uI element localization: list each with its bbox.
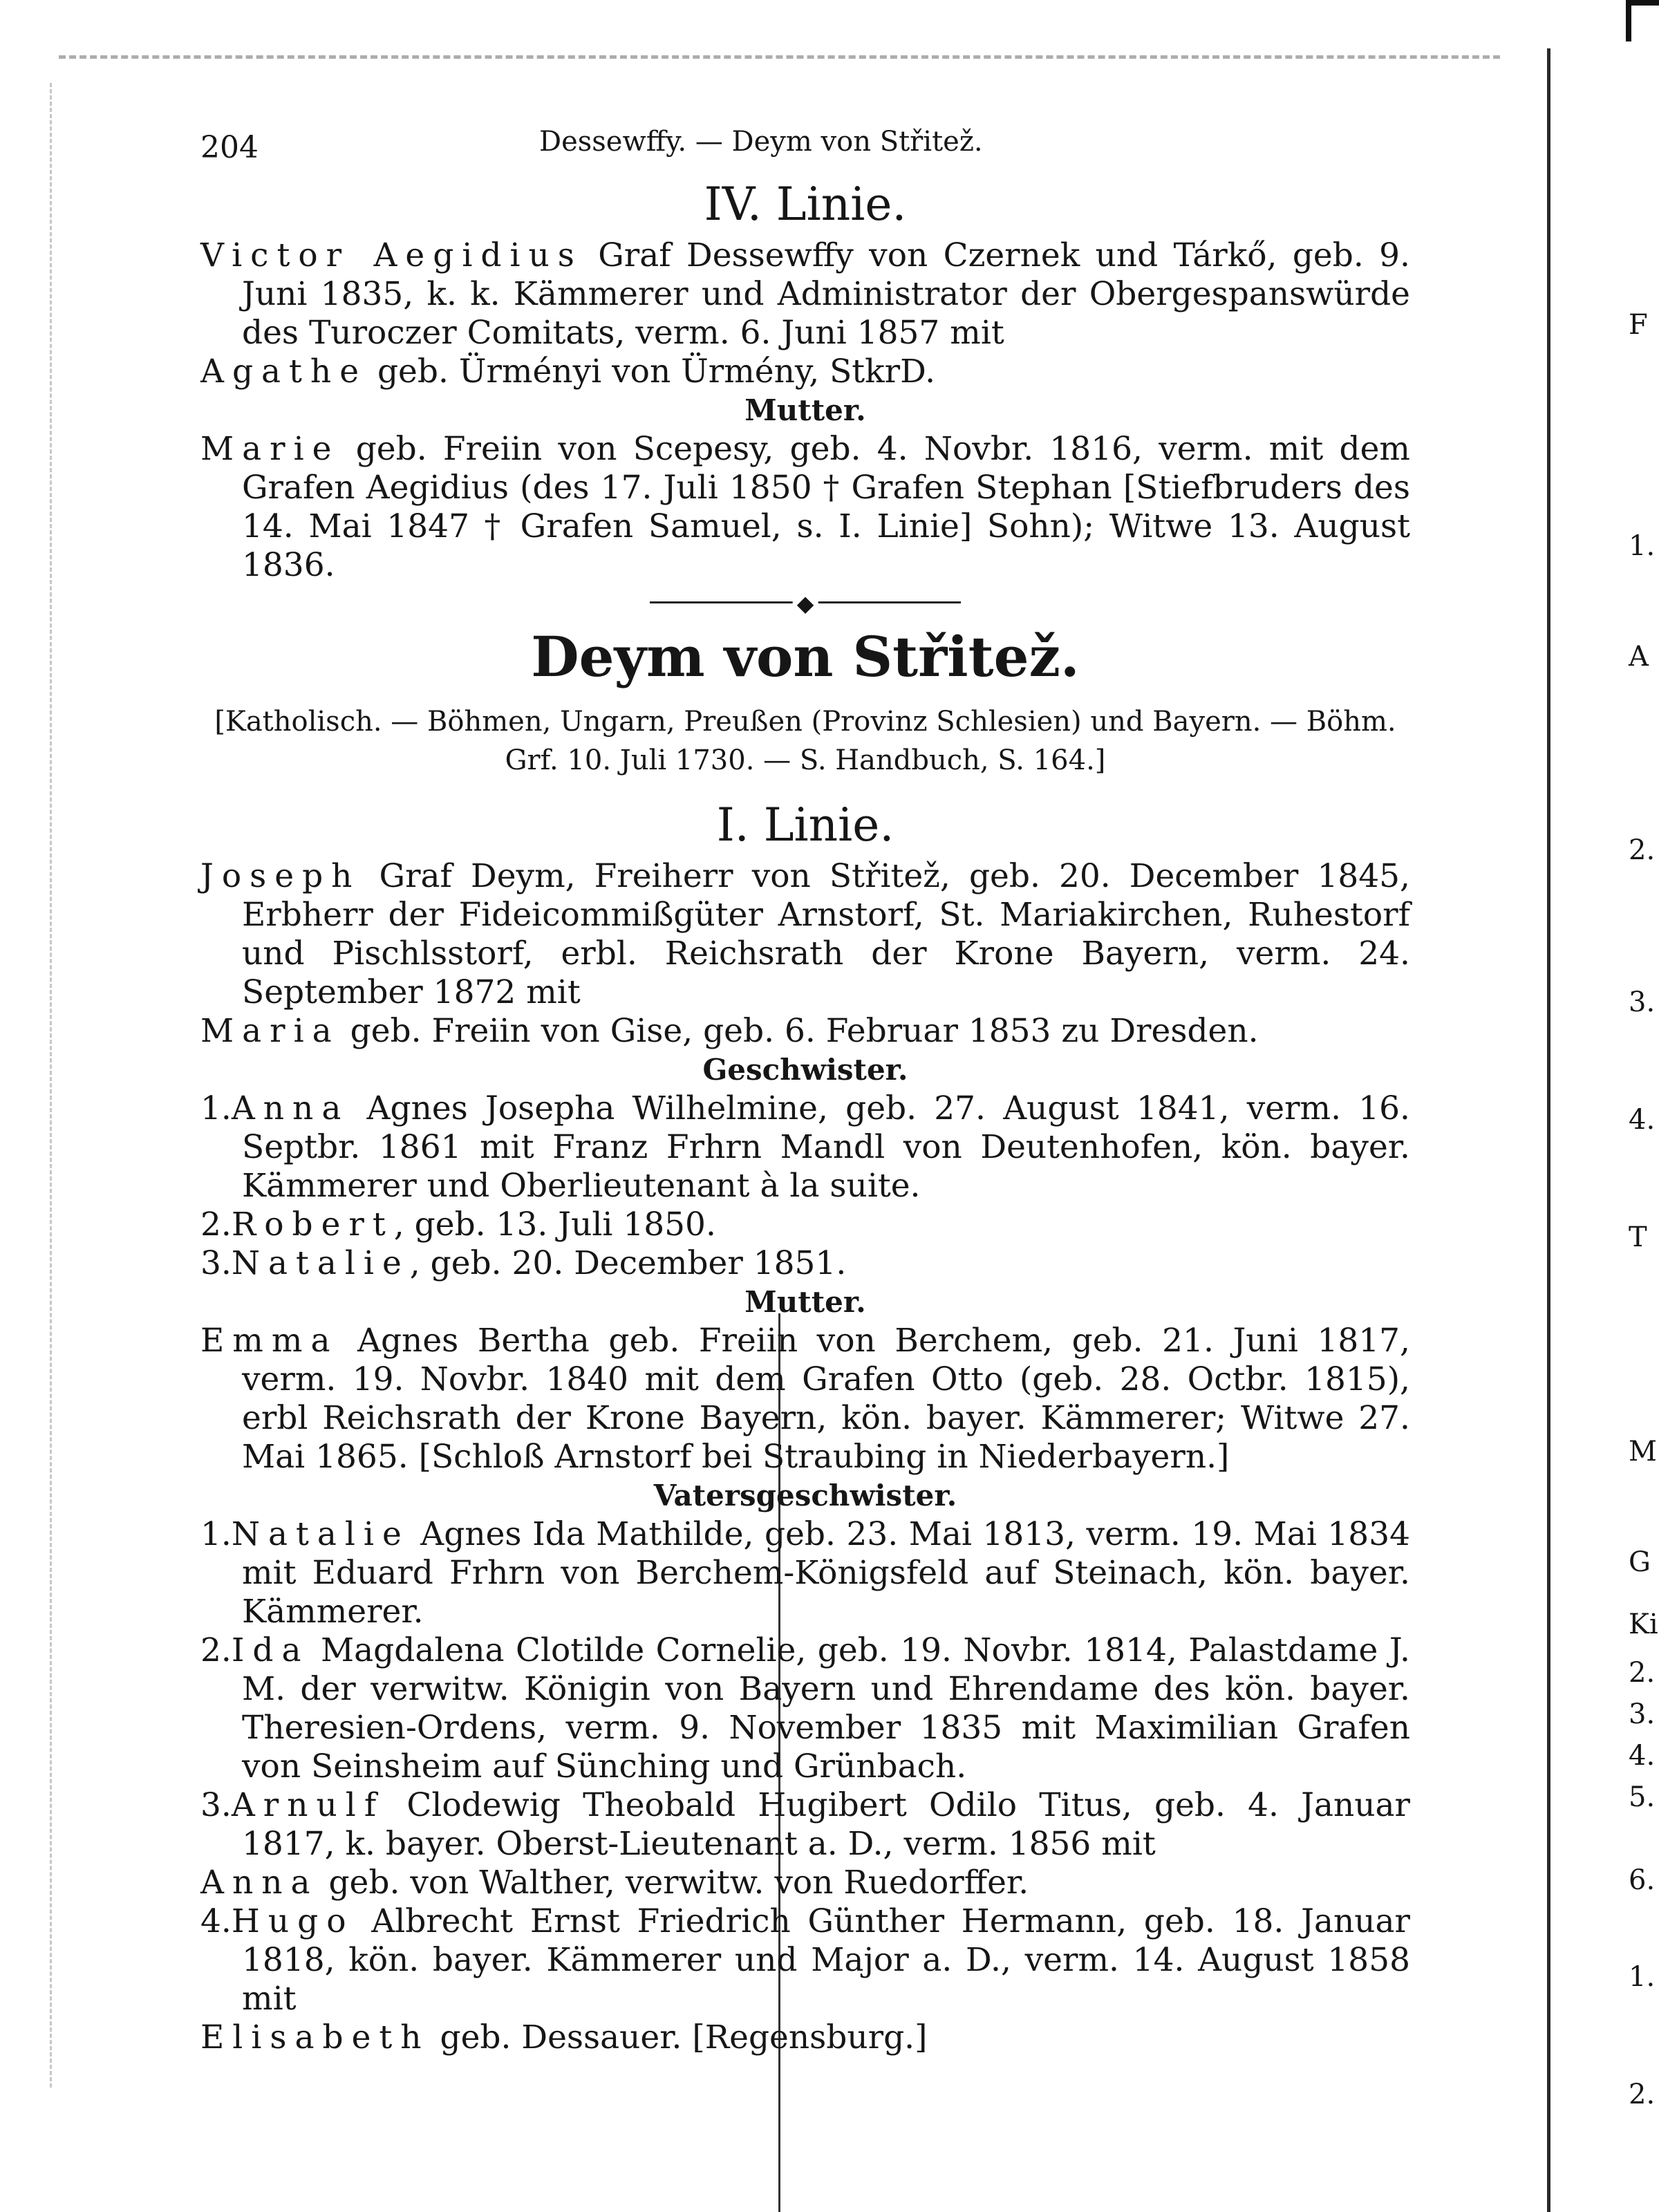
item-number: 1. [200, 1089, 232, 1127]
list-item [200, 1902, 1410, 2018]
item-number: 3. [200, 1244, 232, 1282]
list-item [200, 1089, 1410, 1206]
entry-name: Agathe [200, 353, 368, 391]
list-item [200, 1206, 1410, 1244]
fragment-text: 2. [1629, 834, 1656, 866]
item-number: 2. [200, 1206, 232, 1244]
entry-text: , geb. 20. December 1851. [409, 1244, 847, 1282]
fragment-text: Ki [1629, 1609, 1658, 1640]
entry-text: geb. Freiin von Scepesy, geb. 4. Novbr. 1816, verm. mit dem Grafen Aegidius (des 17. Juli 1850 † Grafen Stephan [Stiefbruders des 14. Mai 1847 † Grafen Samuel, s. I. Linie] Sohn); Witwe 13. August 1836. [242, 430, 1410, 584]
fragment-text: 3. [1629, 1698, 1656, 1730]
spouse-entry [200, 2018, 1410, 2057]
entry-name: Emma [200, 1322, 339, 1360]
entry-text: geb. Ürményi von Ürmény, StkrD. [367, 353, 936, 391]
entry-text: , geb. 13. Juli 1850. [393, 1206, 716, 1244]
entry-name: Anna [200, 1864, 319, 1902]
fragment-text: 2. [1629, 2079, 1656, 2110]
entry-text: geb. Dessauer. [Regensburg.] [429, 2018, 928, 2056]
genealogy-entry [200, 857, 1410, 1012]
list-item [200, 1515, 1410, 1631]
genealogy-entry [200, 1322, 1410, 1477]
fragment-text: 4. [1629, 1740, 1656, 1772]
fragment-text: 1. [1629, 1961, 1656, 1993]
scan-frame-left [50, 83, 52, 2088]
fragment-text: A [1629, 641, 1649, 673]
item-number: 1. [200, 1515, 232, 1553]
spouse-entry [200, 1864, 1410, 1902]
section-heading: I. Linie. [716, 798, 894, 852]
list-item [200, 1244, 1410, 1283]
fragment-text: F [1629, 309, 1648, 341]
fragment-text: G [1629, 1546, 1651, 1578]
subsection-heading: Mutter. [744, 393, 866, 427]
entry-name: Joseph [200, 857, 361, 895]
family-heading: Deym von Střitež. [531, 624, 1080, 689]
item-number: 4. [200, 1902, 232, 1940]
subsection-heading: Mutter. [744, 1285, 866, 1319]
entry-name: Natalie [231, 1244, 410, 1282]
genealogy-entry [200, 236, 1410, 353]
list-item [200, 1631, 1410, 1786]
ornament-icon: ◆ [793, 590, 818, 617]
item-number: 3. [200, 1786, 232, 1824]
scan-frame-top [59, 55, 1500, 59]
entry-name: Maria [200, 1012, 340, 1050]
fragment-text: 6. [1629, 1864, 1656, 1896]
entry-text: Albrecht Ernst Friedrich Günther Hermann, geb. 18. Januar 1818, kön. bayer. Kämmerer und Major a. D., verm. 14. August 1858 mit [242, 1902, 1410, 2018]
subsection-heading: Geschwister. [702, 1053, 908, 1087]
page-header [200, 118, 1410, 173]
entry-text: Agnes Josepha Wilhelmine, geb. 27. August 1841, verm. 16. Septbr. 1861 mit Franz Frhrn Mandl von Deutenhofen, kön. bayer. Kämmerer und Oberlieutenant à la suite. [242, 1089, 1410, 1205]
entry-name: Anna [231, 1089, 350, 1127]
entry-text: Graf Deym, Freiherr von Střitež, geb. 20. December 1845, Erbherr der Fideicommißgüter Arnstorf, St. Mariakirchen, Ruhestorf und Pischlsstorf, erbl. Reichsrath der Krone Bayern, verm. 24. September 1872 mit [242, 857, 1410, 1011]
entry-text: Agnes Ida Mathilde, geb. 23. Mai 1813, verm. 19. Mai 1834 mit Eduard Frhrn von Berchem-Königsfeld auf Steinach, kön. bayer. Kämmerer. [242, 1515, 1410, 1631]
family-summary: [Katholisch. — Böhmen, Ungarn, Preußen (Provinz Schlesien) und Bayern. — Böhm. Grf. 10. Juli 1730. — S. Handbuch, S. 164.] [214, 706, 1396, 776]
fragment-text: 5. [1629, 1781, 1656, 1813]
text-column [200, 118, 1410, 2057]
page-number: 204 [200, 130, 259, 165]
fragment-text: 3. [1629, 986, 1656, 1018]
entry-text: Agnes Bertha geb. Freiin von Berchem, geb. 21. Juni 1817, verm. 19. Novbr. 1840 mit dem Grafen Otto (geb. 28. Octbr. 1815), erbl Reichsrath der Krone Bayern, kön. bayer. Kämmerer; Witwe 27. Mai 1865. [Schloß Arnstorf bei Straubing in Niederbayern.] [242, 1322, 1410, 1476]
list-item [200, 1786, 1410, 1864]
entry-name: Arnulf [231, 1786, 385, 1824]
spouse-entry [200, 353, 1410, 391]
fragment-text: M [1629, 1436, 1657, 1468]
fragment-text: 2. [1629, 1657, 1656, 1689]
fragment-text: 4. [1629, 1104, 1656, 1136]
entry-text: geb. von Walther, verwitw. von Ruedorffer. [318, 1864, 1029, 1902]
section-divider-ornament [200, 585, 1410, 619]
entry-text: Magdalena Clotilde Cornelie, geb. 19. Novbr. 1814, Palastdame J. M. der verwitw. Königin von Bayern und Ehrendame des kön. bayer. Theresien-Ordens, verm. 9. November 1835 mit Maximilian Grafen von Seinsheim auf Sünching und Grünbach. [242, 1631, 1410, 1785]
entry-name: Elisabeth [200, 2018, 430, 2056]
entry-name: Hugo [231, 1902, 355, 1940]
entry-text: geb. Freiin von Gise, geb. 6. Februar 1853 zu Dresden. [339, 1012, 1259, 1050]
page-gutter-divider [1547, 48, 1550, 2212]
entry-text: Graf Dessewffy von Czernek und Tárkő, geb. 9. Juni 1835, k. k. Kämmerer und Administrator der Obergespanswürde des Turoczer Comitats, verm. 6. Juni 1857 mit [242, 236, 1410, 352]
entry-name: Natalie [231, 1515, 410, 1553]
item-number: 2. [200, 1631, 232, 1669]
section-heading: IV. Linie. [704, 178, 907, 231]
spouse-entry [200, 1012, 1410, 1051]
entry-name: Victor Aegidius [200, 236, 583, 274]
entry-name: Robert [231, 1206, 394, 1244]
fragment-text: 1. [1629, 530, 1656, 562]
entry-name: Ida [231, 1631, 310, 1669]
genealogy-entry [200, 430, 1410, 585]
entry-name: Marie [200, 430, 340, 468]
adjacent-page-fragment [1626, 0, 1659, 2212]
running-title: Dessewffy. — Deym von Střitež. [539, 126, 983, 158]
fragment-text: T [1629, 1221, 1647, 1253]
entry-text: Clodewig Theobald Hugibert Odilo Titus, geb. 4. Januar 1817, k. bayer. Oberst-Lieutenant a. D., verm. 1856 mit [242, 1786, 1410, 1863]
subsection-heading: Vatersgeschwister. [653, 1479, 957, 1512]
